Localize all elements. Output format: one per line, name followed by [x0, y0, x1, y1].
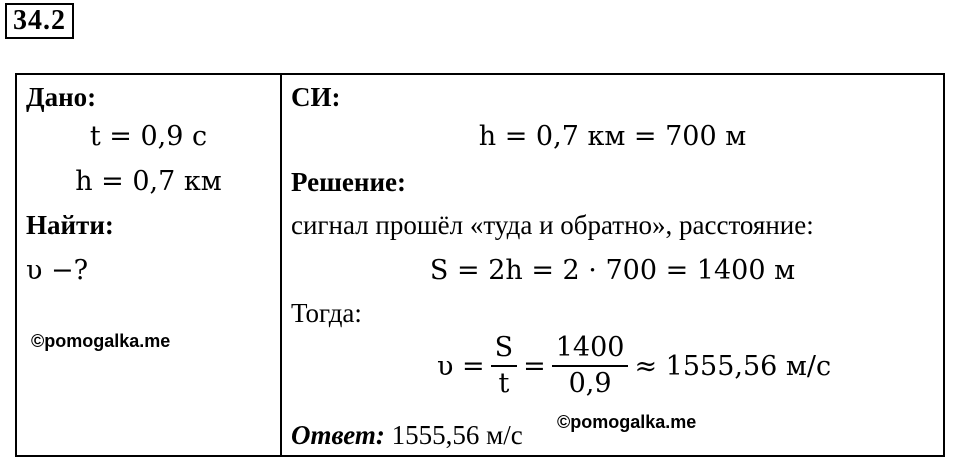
velocity-result: ≈ 1555,56 м/с	[634, 350, 832, 382]
distance-formula: S = 2h = 2 · 700 = 1400 м	[429, 255, 796, 286]
given-heading: Дано:	[26, 82, 97, 112]
solution-text-distance: сигнал прошёл «туда и обратно», расстояние:	[291, 210, 814, 240]
watermark: ©pomogalka.me	[31, 331, 171, 351]
problem-number: 34.2	[5, 3, 74, 39]
answer-label: Ответ:	[291, 420, 385, 450]
solution-column	[282, 75, 943, 455]
velocity-formula	[437, 331, 831, 401]
given-time: t = 0,9 с	[89, 121, 208, 152]
watermark: ©pomogalka.me	[557, 412, 697, 432]
answer-value: 1555,56 м/с	[391, 420, 523, 450]
velocity-lhs: υ =	[437, 350, 485, 382]
find-velocity: υ −?	[26, 255, 89, 286]
fraction-numerator: 1400	[555, 332, 625, 363]
given-column	[17, 75, 280, 455]
find-heading: Найти:	[26, 210, 114, 240]
si-heading: СИ:	[291, 82, 341, 112]
si-conversion: h = 0,7 км = 700 м	[478, 121, 747, 152]
equals-sign: =	[523, 350, 546, 382]
given-height: h = 0,7 км	[75, 166, 222, 197]
answer-line	[291, 419, 523, 451]
fraction-numeric	[552, 331, 629, 401]
solution-table	[15, 73, 945, 457]
fraction-numerator: S	[494, 332, 514, 363]
solution-heading: Решение:	[291, 167, 406, 197]
fraction-s-over-t	[491, 331, 518, 401]
fraction-denominator: t	[498, 368, 510, 399]
fraction-denominator: 0,9	[568, 368, 612, 399]
solution-text-then: Тогда:	[291, 298, 362, 328]
